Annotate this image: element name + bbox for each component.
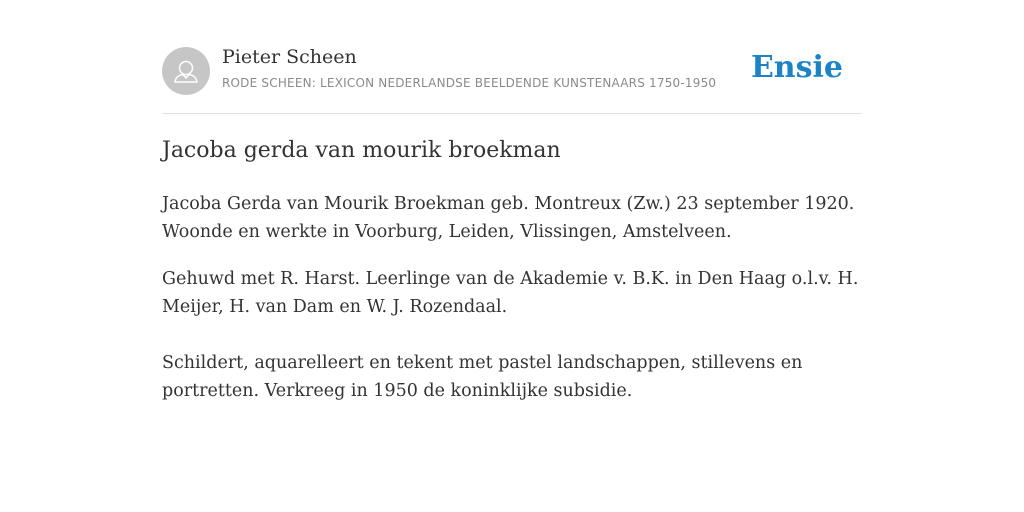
article-card: [162, 46, 862, 401]
user-icon: [162, 47, 210, 95]
paragraph-3: Schildert, aquarelleert en tekent met pastel landschappen, stillevens en portretten. Verkreeg in 1950 de koninklijke subsidie.: [162, 353, 803, 401]
paragraph-1: Jacoba Gerda van Mourik Broekman geb. Montreux (Zw.) 23 september 1920. Woonde en werkte in Voorburg, Leiden, Vlissingen, Amstelveen.: [162, 194, 855, 242]
divider: [162, 113, 862, 114]
paragraph-2: Gehuwd met R. Harst. Leerlinge van de Akademie v. B.K. in Den Haag o.l.v. H. Meijer, H. van Dam en W. J. Rozendaal.: [162, 269, 859, 317]
author-name[interactable]: Pieter Scheen: [222, 46, 357, 68]
brand-logo[interactable]: Ensie: [750, 50, 843, 85]
avatar[interactable]: [162, 47, 210, 95]
article-header: [162, 46, 862, 96]
source-label[interactable]: RODE SCHEEN: LEXICON NEDERLANDSE BEELDENDE KUNSTENAARS 1750-1950: [222, 76, 717, 90]
article-title: Jacoba gerda van mourik broekman: [162, 138, 561, 163]
